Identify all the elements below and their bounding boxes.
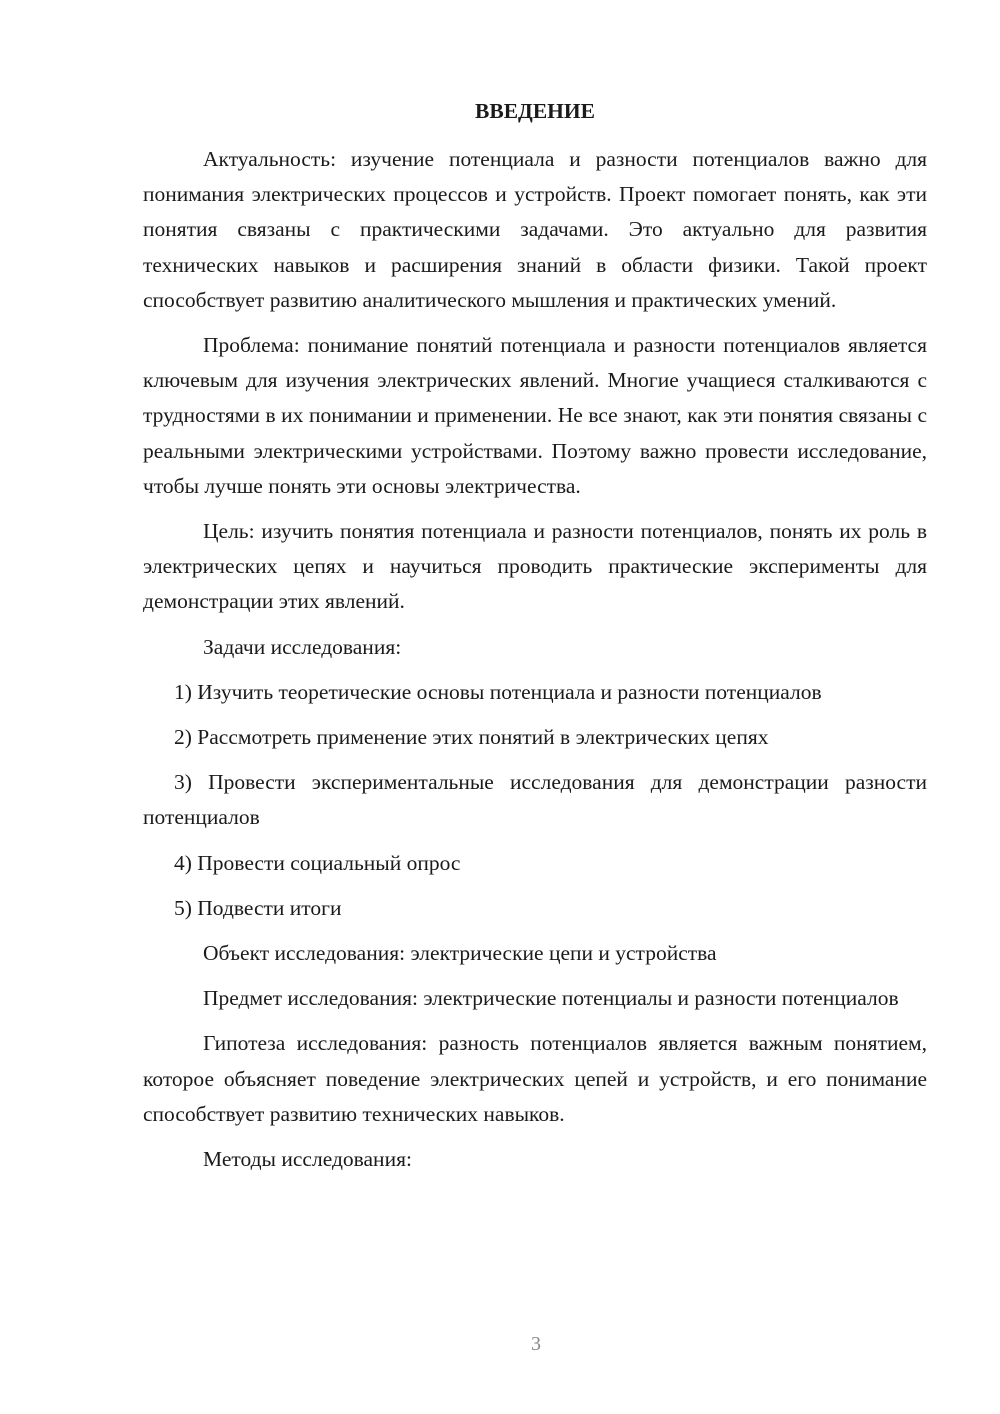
task-item-3: 3) Провести экспериментальные исследования для демонстрации разности потенциалов xyxy=(143,770,927,830)
page-content xyxy=(143,96,927,1177)
tasks-title: Задачи исследования: xyxy=(203,634,402,659)
task-item-1: 1) Изучить теоретические основы потенциала и разности потенциалов xyxy=(174,679,822,704)
page-number: 3 xyxy=(531,1333,541,1355)
object-paragraph: Объект исследования: электрические цепи и устройства xyxy=(203,941,717,966)
task-item-2: 2) Рассмотреть применение этих понятий в электрических цепях xyxy=(174,725,769,750)
task-item-4: 4) Провести социальный опрос xyxy=(174,850,461,875)
problem-paragraph: Проблема: понимание понятий потенциала и разности потенциалов является ключевым для изучения электрических явлений. Многие учащиеся сталкиваются с трудностями в их понимании и применении. Не все знают, как эти понятия связаны с реальными электрическими устройствами. Поэтому важно провести исследование, чтобы лучше понять эти основы электричества. xyxy=(143,333,927,498)
goal-paragraph: Цель: изучить понятия потенциала и разности потенциалов, понять их роль в электрических цепях и научиться проводить практические эксперименты для демонстрации этих явлений. xyxy=(143,519,927,614)
relevance-paragraph: Актуальность: изучение потенциала и разности потенциалов важно для понимания электрических процессов и устройств. Проект помогает понять, как эти понятия связаны с практическими задачами. Это актуально для развития технических навыков и расширения знаний в области физики. Такой проект способствует развитию аналитического мышления и практических умений. xyxy=(143,147,927,312)
section-heading: ВВЕДЕНИЕ xyxy=(475,99,595,123)
methods-title: Методы исследования: xyxy=(203,1147,412,1172)
hypothesis-paragraph: Гипотеза исследования: разность потенциалов является важным понятием, которое объясняет поведение электрических цепей и устройств, и его понимание способствует развитию технических навыков. xyxy=(143,1031,927,1126)
subject-paragraph: Предмет исследования: электрические потенциалы и разности потенциалов xyxy=(203,986,899,1011)
task-item-5: 5) Подвести итоги xyxy=(174,895,342,920)
